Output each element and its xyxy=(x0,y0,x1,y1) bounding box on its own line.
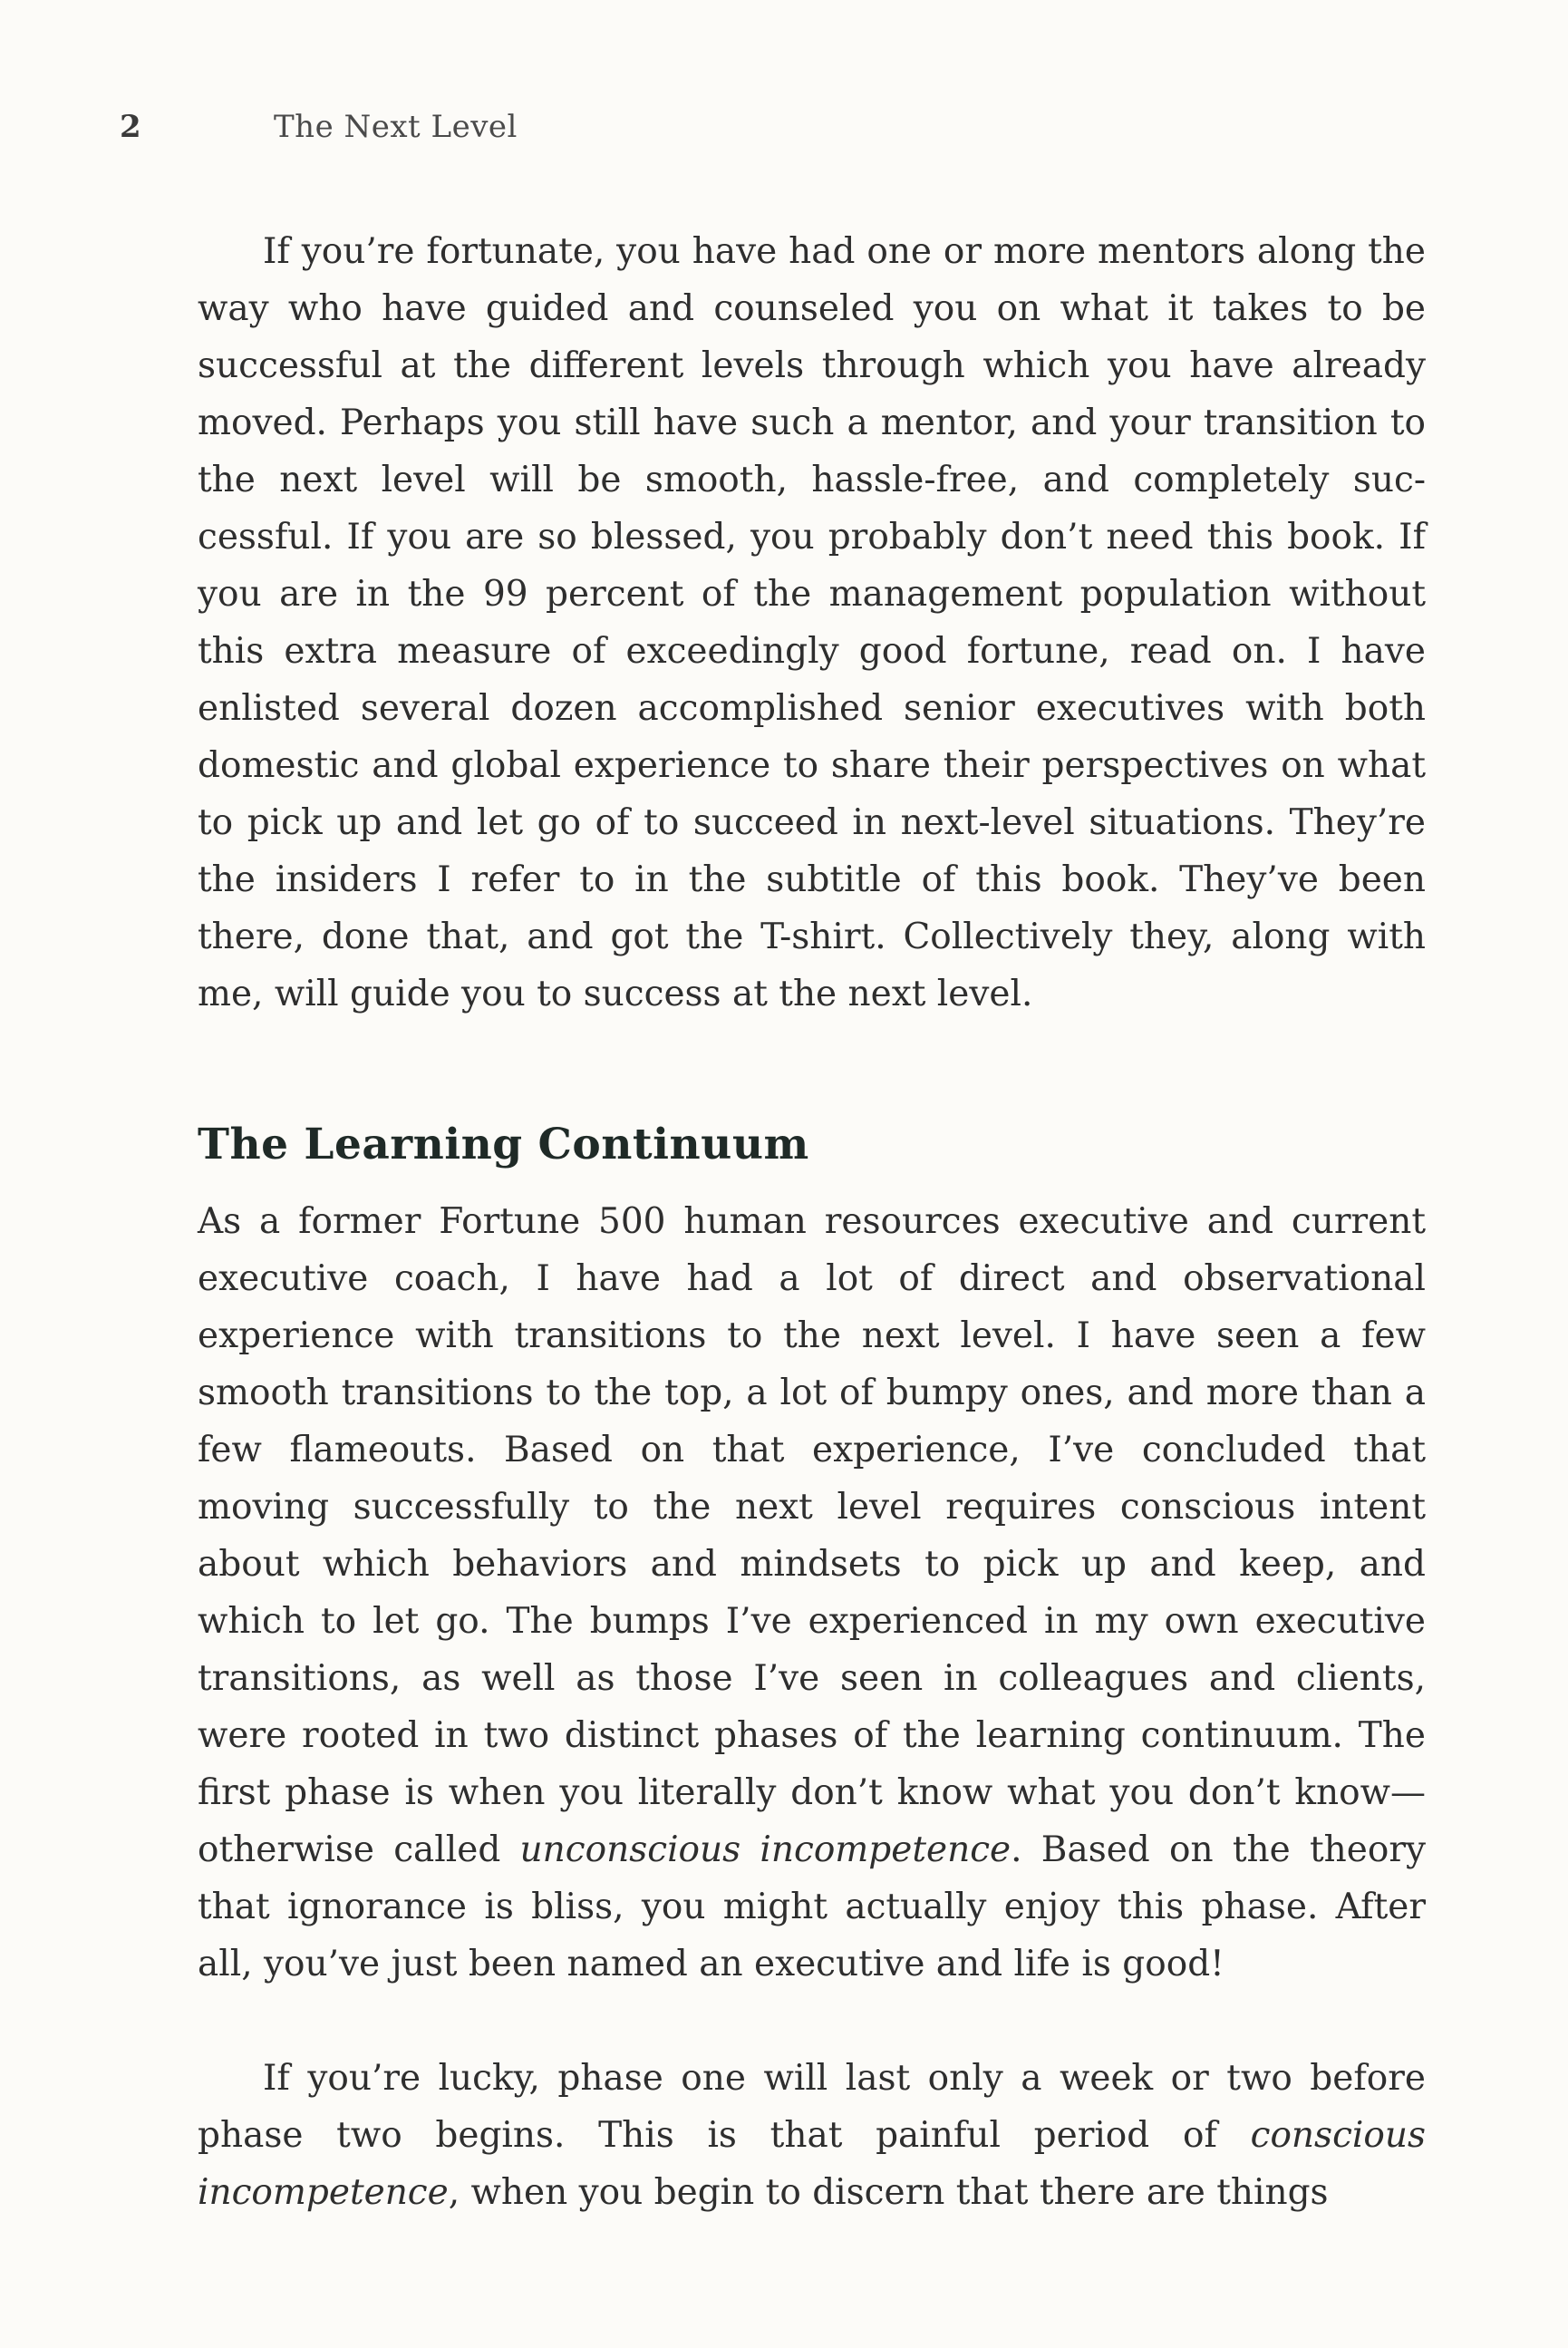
paragraph-mentors xyxy=(198,223,1426,1023)
paragraph-text xyxy=(198,2050,1426,2221)
running-title: The Next Level xyxy=(274,109,518,145)
italic-term: conscious incompetence xyxy=(198,2115,1426,2213)
paragraph-text-part: . Based on the theory that ignorance is bliss, you might actually enjoy this phase. After all, you’ve just been named an executive and life is good! xyxy=(198,1829,1427,1984)
page-number: 2 xyxy=(120,109,141,145)
paragraph-text-part: As a former Fortune 500 human resources executive and current executive coach, I have had a lot of direct and observational experience with transitions to the next level. I have seen a few smooth transitions to the top, a lot of bumpy ones, and more than a few flameouts. Based on that experience, I’ve concluded that moving successfully to the next level requires conscious intent about which behaviors and mindsets to pick up and keep, and which to let go. The bumps I’ve experienced in my own executive transitions, as well as those I’ve seen in colleagues and clients, were rooted in two distinct phases of the learning continuum. The first phase is when you literally don’t know what you don’t know—otherwise called xyxy=(198,1201,1426,1870)
paragraph-learning-continuum xyxy=(198,1193,1426,1993)
paragraph-text-part: , when you begin to discern that there are things xyxy=(448,2172,1329,2213)
italic-term: unconscious incompetence xyxy=(519,1829,1011,1870)
paragraph-text: If you’re fortunate, you have had one or more mentors along the way who have guided and counseled you on what it takes to be successful at the different levels through which you have already moved. Perhaps you still have such a mentor, and your transition to the next level will be smooth, hassle-free, and completely successful. If you are so blessed, you probably don’t need this book. If you are in the 99 percent of the management population without this extra measure of exceedingly good fortune, read on. I have enlisted several dozen accomplished senior executives with both domestic and global experience to share their perspectives on what to pick up and let go of to succeed in next-level situations. They’re the insiders I refer to in the subtitle of this book. They’ve been there, done that, and got the T-shirt. Collectively they, along with me, will guide you to success at the next level. xyxy=(198,231,1426,1014)
paragraph-text xyxy=(198,1193,1426,1993)
section-heading: The Learning Continuum xyxy=(198,1120,809,1169)
paragraph-text-part: If you’re lucky, phase one will last only a week or two before phase two begins. This is that painful period of xyxy=(198,2058,1426,2156)
paragraph-phase-two xyxy=(198,2050,1426,2221)
